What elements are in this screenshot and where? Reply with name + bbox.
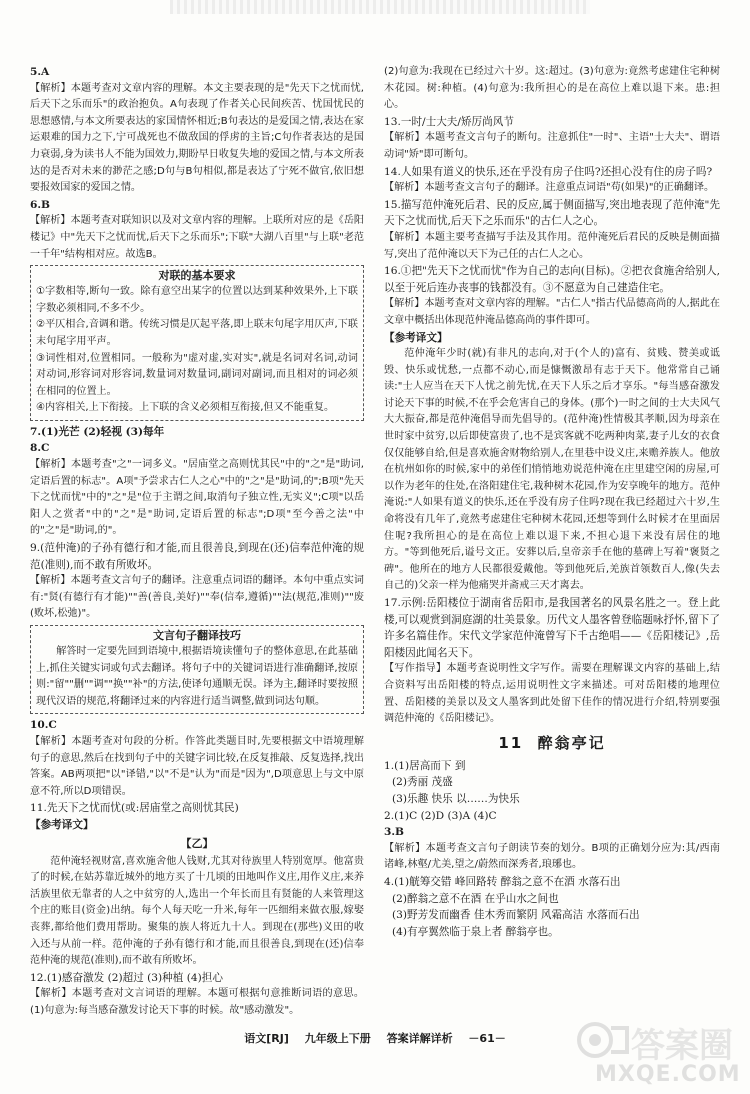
passage-yi-title: 【乙】 [180,836,214,850]
analysis-10: 【解析】本题考查对句段的分析。作答此类题目时,先要根据文中语境理解句子的意思,然后在找到句子中的关键字词比较,在反复推敲、反复选择,找出答案。AB两项把"以"译错,"以"不是"认为"而是"因为",D项意思上与文中原意不符,所以D项错误。 [30,735,364,797]
tip-line: ④内容相关,上下衔接。上下联的含义必须相互衔接,但又不能重复。 [36,402,335,414]
answer-14: 14.人如果有道义的快乐,还在乎没有房子住吗?还担心没有住的房子吗? [384,165,713,178]
reference-translation-heading: 【参考译文】 [30,818,94,831]
left-column [30,64,364,1019]
watermark [575,1018,740,1088]
answer-s4-part3: (3)野芳发而幽香 佳木秀而繁阴 风霜高洁 水落而石出 [392,909,640,922]
tip-line: ①字数相等,断句一致。除有意空出某字的位置以达到某种效果外,上下联字数必须相同,不多不少。 [36,286,358,314]
answer-7: 7.(1)光芒 (2)轻视 (3)每年 [30,425,165,438]
analysis-5: 【解析】本题考查对文章内容的理解。本文主要表现的是"先天下之忧而忧,后天下之乐而乐"的政治抱负。A句表现了作者关心民间疾苦、忧国忧民的思想感情,与本文所要表达的家国情怀相近;B句表达的是爱国之情,表达在家运艰难的国力之下,宁可战死也不做敌国的俘虏的主旨;C句作者表达的是国力衰弱,身为读书人不能为国效力,期盼早日收复失地的爱国之情,与本文所表达的是否对未来的渺茫之感;D句与B句相似,都是表达了宁死不做官,依旧想要报效国家的爱国之情。 [30,82,364,194]
analysis-6: 【解析】本题考查对联知识以及对文章内容的理解。上联所对应的是《岳阳楼记》中"先天下之忧而忧,后天下之乐而乐";下联"大湖八百里"与上联"老范一千年"结构相对应。故选B。 [30,215,364,260]
analysis-12-continued: (2)句意为:我现在已经过六十岁。这:超过。(3)句意为:竟然考虑建住宅种树木花园。树:种植。(4)句意为:我所担心的是在高位上难以退下来。患:担心。 [384,66,720,111]
answer-s1-part3: (3)乐趣 快乐 以……为快乐 [392,792,520,805]
answer-16: 16.①把"先天下之忧而忧"作为自己的志向(目标)。②把衣食施舍给别人,以至于死后连办丧事的钱都没有。③不愿意为自己建造住宅。 [384,265,720,294]
analysis-s3: 【解析】本题考查文言句子朗读节奏的划分。B项的正确划分应为:其/西南诸峰,林壑/尤美,望之/蔚然而深秀者,琅琊也。 [384,842,720,871]
analysis-13: 【解析】本题考查文言句子的断句。注意抓住"一时"、主语"士大夫"、谓语动词"矫"即可断句。 [384,132,720,160]
answer-11: 11.先天下之忧而忧(或:居庙堂之高则忧其民) [30,802,239,815]
answer-5: 5.A [30,66,50,78]
footer-page-number: －61－ [468,1032,506,1045]
footer-subject: 语文[RJ] [244,1032,289,1045]
watermark-brand: 答案圈 [631,1026,733,1066]
tip-line: ②平仄相合,音调和谐。传统习惯是仄起平落,即上联末句尾字用仄声,下联末句尾字用平声。 [36,319,358,347]
section-number: 11 [498,733,524,752]
tip-box-translation [30,625,364,714]
answer-s1: 1.(1)居高而下 到 [384,759,466,772]
right-column [384,64,720,940]
answer-17: 17.示例:岳阳楼位于湖南省岳阳市,是我国著名的风景名胜之一。登上此楼,可以观赏到洞庭湖的壮美景象。历代文人墨客曾登临题咏抒怀,留下了许多名篇佳作。宋代文学家范仲淹曾写下千古绝唱——《岳阳楼记》,岳阳楼因此闻名天下。 [384,597,720,659]
tip-line: ③词性相对,位置相同。一般称为"虚对虚,实对实",就是名词对名词,动词对动词,形容词对形容词,数量词对数量词,副词对副词,而且相对的词必须在相同的位置上。 [36,352,358,397]
analysis-8: 【解析】本题考查"之"一词多义。"居庙堂之高则忧其民"中的"之"是"助词,定语后置的标志"。A项"予尝求古仁人之心"中的"之"是"助词,的";B项"先天下之忧而忧"中的"之"是"位于主谓之间,取消句子独立性,无实义";C项"以岳阳人之赏者"中的"之"是"助词,定语后置的标志";D项"至今善之法"中的"之"是"助词,的"。 [30,459,364,537]
answer-s3: 3.B [384,826,405,839]
writing-guide-17: 【写作指导】本题考查说明性文字写作。需要在理解课文内容的基础上,结合资料写出岳阳楼的特点,运用说明性文字来描述。可对岳阳楼的地理位置、岳阳楼的美景以及文人墨客到此处留下佳作的情况进行介绍,特别要强调范仲淹的《岳阳楼记》。 [384,663,720,725]
analysis-12: 【解析】本题考查对文言词语的理解。本题可根据句意推断词语的意思。(1)句意为:每当感奋激发讨论天下事的时候。故"感动激发"。 [30,988,364,1016]
analysis-14: 【解析】本题考查文言句子的翻译。注意重点词语"苟(如果)"的正确翻译。 [384,182,715,194]
analysis-9: 【解析】本题考查文言句子的翻译。注意重点词语的翻译。本句中重点实词有:"贤(有德行有才能)""善(善良,美好)""奉(信奉,遵循)""法(规范,准则)""废(败坏,松弛)"。 [30,575,364,620]
tip-text: 解答时一定要先回到语境中,根据语境读懂句子的整体意思,在此基础上,抓住关键实词或句式去翻译。将句子中的关键词语进行准确翻译,按原则:"留""删""调""换""补"的方法,使译句通顺无误。译为主,翻译时要按照现代汉语的规范,将翻译过来的内容进行适当调整,做到词达句顺。 [36,646,358,707]
answer-s4-part4: (4)有亭翼然临于泉上者 醉翁亭也。 [392,925,559,938]
reference-translation: 范仲淹年少时(就)有非凡的志向,对于(个人的)富有、贫贱、赞美或诋毁、快乐或忧愁,一点都不动心,而是慷慨激昂有志于天下。他常常自己诵读:"士人应当在天下人忧之前先忧,在天下人乐之后才享乐。"每当感奋激发讨论天下事的时候,不在乎会危害自己的身体。(那个)一时之间的士大夫风气大大振奋,都是范仲淹倡导而先倡导的。(范仲淹)性情极其孝顺,因为母亲在世时家中贫穷,以后即使富贵了,也不是宾客就不吃两种肉菜,妻子儿女的衣食仅仅能够自给,但是喜欢施舍财物给别人,在里巷中设义庄,来赡养族人。他放在杭州如你的时候,家中的弟侄们悄悄地劝说范仲淹在庄里建空闲的房屋,可以作为老年的住处,在洛阳建住宅,栽种树木花园,作为安享晚年的地方。范仲淹说:"人如果有道义的快乐,还在乎没有房子住吗?现在我已经超过六十岁,生命将没有几年了,竟然考虑建住宅种树木花园,还想等到什么时候才在里面居住呢?我所担心的是在高位上难以退下来,不担心退下来没有居住的地方。"等到他死后,谥号文正。安葬以后,皇帝亲手在他的墓碑上写着"褒贤之碑"。他所在的地方人民都很爱戴他。等到他死后,羌族首领数百人,像(失去自己的)父亲一样为他痛哭并斋戒三天才离去。 [384,348,720,592]
reference-translation-heading: 【参考译文】 [384,331,448,344]
analysis-16: 【解析】本题考查对文章内容的理解。"古仁人"指古代品德高尚的人,据此在文章中概括出体现范仲淹品德高尚的事件即可。 [384,298,720,326]
answer-10: 10.C [30,719,57,732]
answer-s4: 4.(1)觥筹交错 峰回路转 醉翁之意不在酒 水落石出 [384,875,621,888]
answer-13: 13.一时/士大夫/矫厉尚风节 [384,115,514,128]
passage-yi-translation: 范仲淹轻视财富,喜欢施舍他人钱财,尤其对待族里人特别宽厚。他富贵了的时候,在姑苏靠近城外的地方买了十几顷的田地叫作义庄,用作义庄,来养活族里依无靠者的人之中贫穷的人,选出一个年长而且有贤能的人来管理这个庄的账目(资金)出纳。每个人每天吃一升米,每年一匹细绢来做衣服,嫁娶丧葬,都给他们费用帮助。聚集的族人将近九十人。到现在(那些)义田的收入还与从前一样。范仲淹的子孙有德行和才能,而且很善良,到现在(还)信奉范仲淹的规范(准则),而不敢有所败坏。 [30,855,364,967]
answer-s2: 2.(1)C (2)D (3)A (4)C [384,809,497,822]
answer-6: 6.B [30,198,51,211]
answer-15: 15.描写范仲淹死后君、民的反应,属于侧面描写,突出地表现了范仲淹"先天下之忧而忧,后天下之乐而乐"的古仁人之心。 [384,198,720,228]
watermark-logo-icon [575,1020,629,1060]
scan-smudge [170,0,590,14]
tip-box-title: 文言句子翻译技巧 [153,629,241,642]
answer-12: 12.(1)感奋激发 (2)超过 (3)种植 (4)担心 [30,971,223,984]
analysis-15: 【解析】本题主要考查描写手法及其作用。范仲淹死后君民的反映是侧面描写,突出了范仲淹以天下为己任的古仁人之心。 [384,231,720,260]
watermark-url: MXQE.COM [595,1062,741,1087]
footer-grade: 九年级上下册 [304,1032,371,1045]
tip-box-couplet [30,265,364,421]
footer-book: 答案详解详析 [386,1032,453,1045]
tip-box-title: 对联的基本要求 [158,269,236,283]
answer-s1-part2: (2)秀丽 茂盛 [392,776,453,789]
answer-8: 8.C [30,442,50,455]
section-name: 醉翁亭记 [537,733,606,752]
answer-9: 9.(范仲淹)的子孙有德行和才能,而且很善良,到现在(还)信奉范仲淹的规范(准则),而不敢有所败坏。 [30,542,364,571]
answer-s4-part2: (2)醉翁之意不在酒 在乎山水之间也 [392,892,559,905]
section-heading [384,730,720,756]
